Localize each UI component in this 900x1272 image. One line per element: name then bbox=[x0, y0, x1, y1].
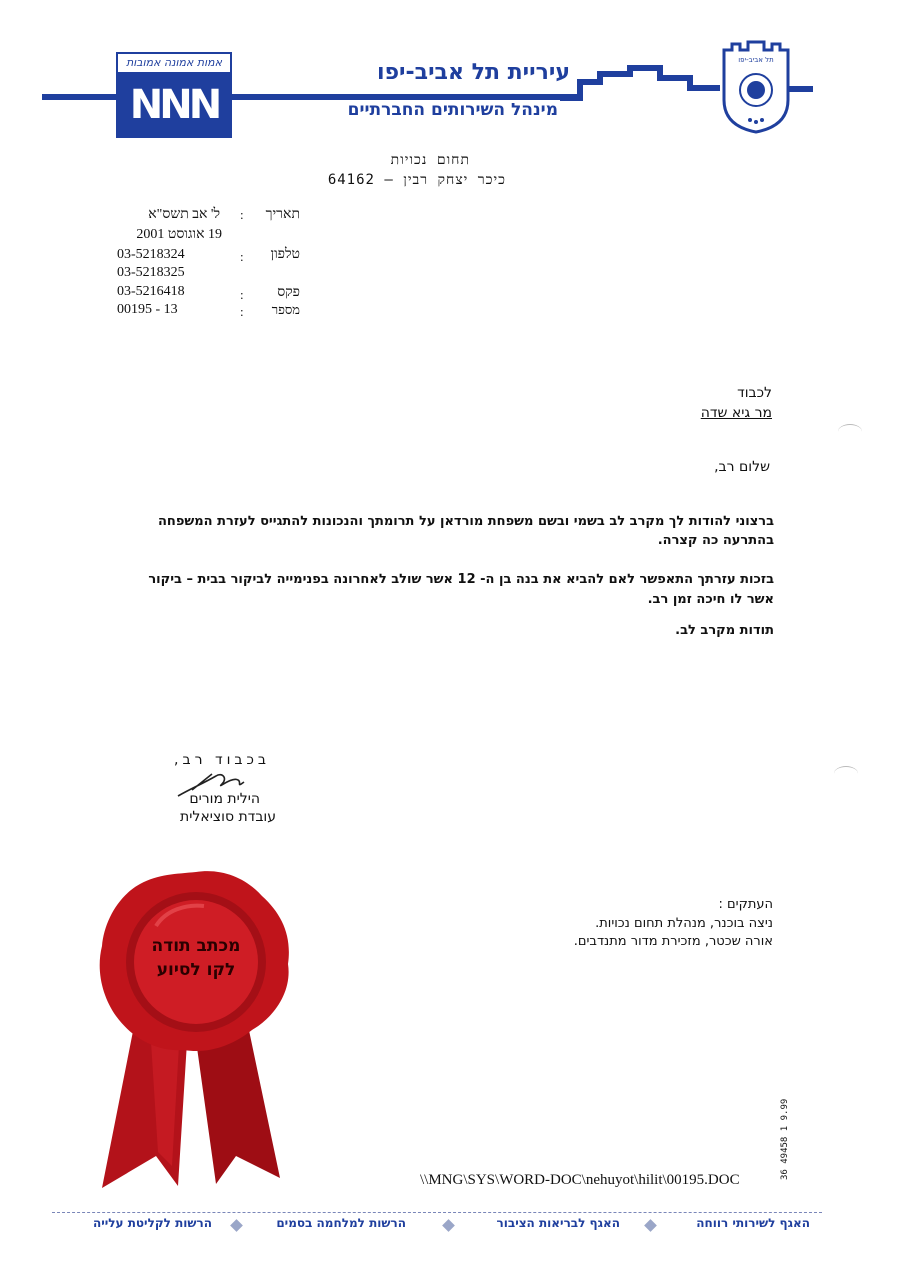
footer-link-anti-drug[interactable]: הרשות למלחמה בסמים bbox=[276, 1216, 406, 1230]
date-gregorian: 19 אוגוסט 2001 bbox=[136, 227, 222, 242]
paragraph-1-line-2: בהתרעה כה קצרה. bbox=[657, 533, 774, 548]
paragraph-2-line-1: בזכות עזרתך התאפשר לאם להביא את בנה בן ה- 12 אשר שולב לאחרונה בפנימייה לביקור בבית – ביקור bbox=[148, 572, 774, 587]
phone-2: 03-5218325 bbox=[117, 265, 185, 280]
office-unit: תחום נכויות bbox=[390, 152, 470, 168]
date-hebrew: ל' אב תשס"א bbox=[148, 207, 220, 222]
file-path: \\MNG\SYS\WORD-DOC\nehuyot\hilit\00195.DOC bbox=[420, 1172, 740, 1188]
footer-link-welfare[interactable]: האגף לשירותי רווחה bbox=[696, 1216, 810, 1230]
seal-line-2: לקו לסיוע bbox=[156, 960, 236, 980]
copies-line-1: ניצה בוכנר, מנהלת תחום נכויות. bbox=[595, 916, 773, 931]
department-name: מינהל השירותים החברתיים bbox=[347, 100, 558, 120]
phone-colon: : bbox=[240, 249, 244, 264]
reference-number: 00195 - 13 bbox=[117, 302, 178, 317]
phone-label: טלפון bbox=[270, 247, 300, 262]
shield-text: תל אביב-יפו bbox=[738, 56, 774, 64]
meta-block bbox=[0, 205, 900, 325]
date-label: תאריך bbox=[265, 207, 300, 222]
city-name: עיריית תל אביב-יפו bbox=[377, 60, 570, 85]
seal-line-1: מכתב תודה bbox=[151, 936, 241, 956]
wax-seal-ribbon bbox=[96, 866, 296, 1196]
fold-mark-top bbox=[838, 424, 862, 439]
footer-diamond-icon bbox=[230, 1219, 243, 1232]
office-address: כיכר יצחק רבין – 64162 bbox=[327, 172, 506, 188]
recipient-name: מר גיא שדה bbox=[700, 405, 772, 421]
to-label: לכבוד bbox=[737, 385, 772, 401]
regards: בכבוד רב, bbox=[174, 752, 270, 768]
signer-title: עובדת סוציאלית bbox=[180, 809, 276, 825]
city-shield-icon bbox=[720, 40, 792, 134]
fold-mark-bottom bbox=[834, 766, 858, 781]
footer-dashed-rule bbox=[52, 1212, 822, 1213]
form-code: 36 49458 1 9.99 bbox=[780, 1098, 790, 1180]
phone-1: 03-5218324 bbox=[117, 247, 185, 262]
date-colon: : bbox=[240, 207, 244, 222]
paragraph-2-line-2: אשר לו חיכה זמן רב. bbox=[647, 592, 774, 607]
header-rule-left bbox=[42, 94, 118, 100]
footer-diamond-icon bbox=[644, 1219, 657, 1232]
fax-colon: : bbox=[240, 287, 244, 302]
header bbox=[0, 0, 900, 145]
logo-mark: NNN bbox=[118, 74, 230, 136]
copies-label: העתקים : bbox=[718, 897, 773, 912]
signer-name: הילית מורים bbox=[189, 791, 260, 807]
footer-link-immigrant-absorption[interactable]: הרשות לקליטת עלייה bbox=[92, 1216, 212, 1230]
footer-link-public-health[interactable]: האגף לבריאות הציבור bbox=[496, 1216, 620, 1230]
logo-slogan: אמות אמונה אמובות bbox=[118, 54, 230, 74]
municipality-logo bbox=[116, 52, 232, 138]
paragraph-1-line-1: ברצוני להודות לך מקרב לב בשמי ובשם משפחת מורדאן על תרומתך והנכונות להתגייס לעזרת המשפחה bbox=[158, 514, 774, 529]
number-label: מספר bbox=[271, 302, 300, 317]
footer-diamond-icon bbox=[442, 1219, 455, 1232]
fax-number: 03-5216418 bbox=[117, 284, 185, 299]
closing-thanks: תודות מקרב לב. bbox=[675, 623, 774, 638]
copies-line-2: אורה שכטר, מזכירת מדור מתנדבים. bbox=[573, 934, 773, 949]
skyline-graphic bbox=[560, 62, 720, 102]
fax-label: פקס bbox=[277, 285, 300, 300]
greeting: שלום רב, bbox=[714, 459, 770, 475]
number-colon: : bbox=[240, 304, 244, 319]
